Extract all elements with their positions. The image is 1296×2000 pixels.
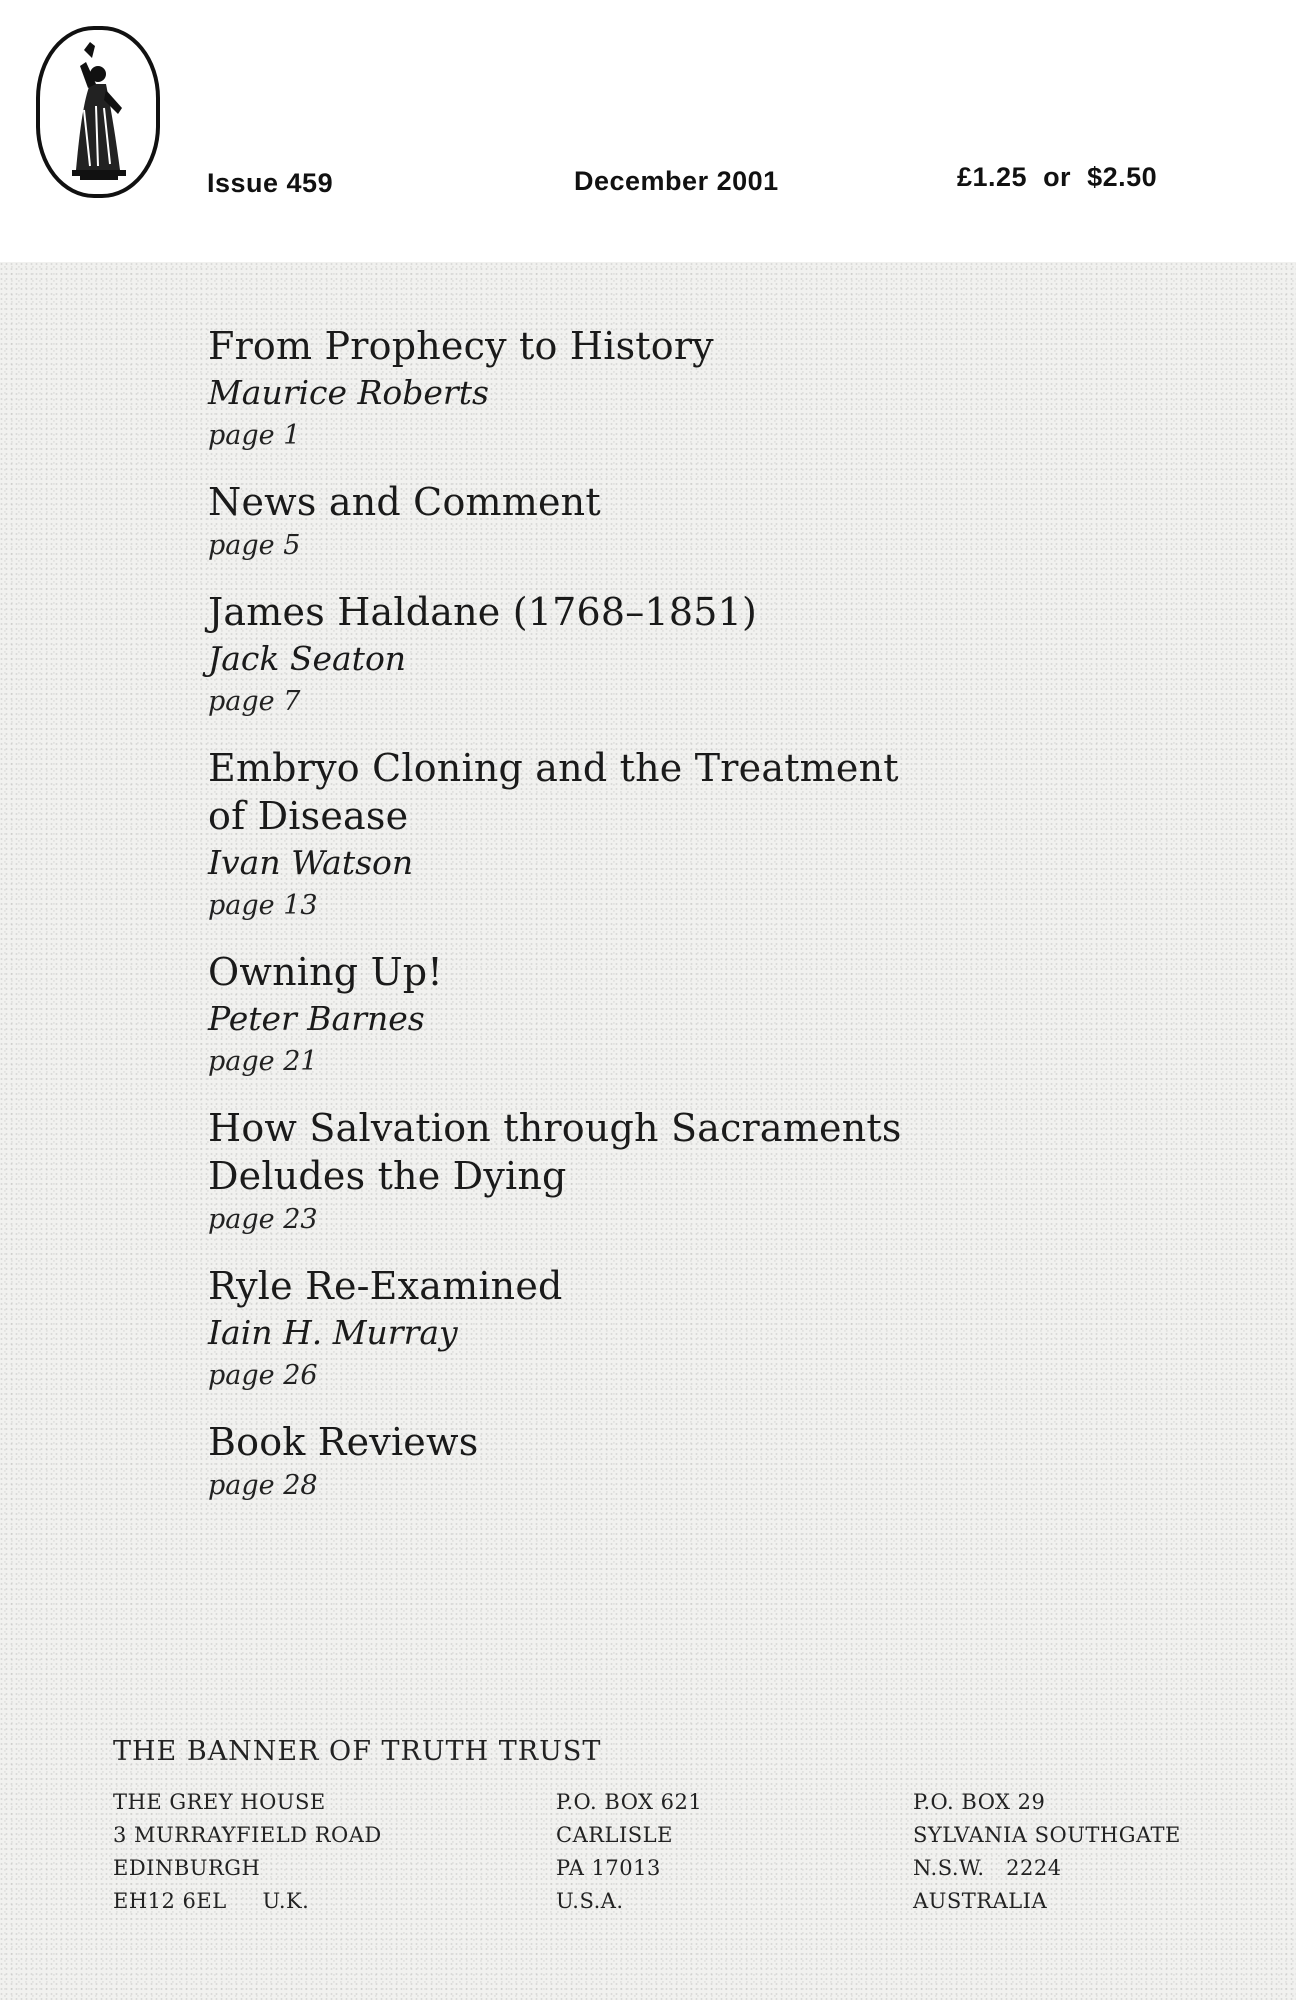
address-line: N.S.W. 2224: [913, 1856, 1062, 1880]
article-page: page 5: [208, 530, 301, 561]
address-line: U.S.A.: [556, 1889, 624, 1913]
article-title: Embryo Cloning and the Treatment of Disease: [208, 746, 899, 838]
toc-entry: [208, 478, 988, 566]
address-line: AUSTRALIA: [913, 1889, 1048, 1913]
article-title: Owning Up!: [208, 950, 443, 994]
preacher-figure-logo-icon: [36, 26, 160, 198]
table-of-contents: [208, 322, 988, 1528]
address-line: EDINBURGH: [113, 1856, 261, 1880]
address-uk: [113, 1786, 382, 1918]
article-page: page 28: [208, 1470, 318, 1501]
issue-date: December 2001: [574, 166, 779, 196]
issue-price: £1.25 or $2.50: [957, 162, 1158, 192]
address-line: CARLISLE: [556, 1823, 673, 1847]
article-page: page 7: [208, 686, 301, 717]
article-page: page 23: [208, 1204, 318, 1235]
toc-entry: [208, 744, 988, 926]
article-title: Ryle Re-Examined: [208, 1264, 563, 1308]
address-line: P.O. BOX 621: [556, 1790, 703, 1814]
toc-entry: [208, 1262, 988, 1396]
toc-entry: [208, 322, 988, 456]
article-author: Jack Seaton: [208, 639, 407, 678]
article-author: Iain H. Murray: [208, 1313, 458, 1352]
address-usa: [556, 1786, 702, 1918]
toc-entry: [208, 1104, 988, 1240]
address-australia: [913, 1786, 1181, 1918]
issue-number: Issue 459: [207, 168, 334, 198]
address-line: PA 17013: [556, 1856, 661, 1880]
article-page: page 26: [208, 1360, 318, 1391]
article-title: James Haldane (1768–1851): [208, 590, 758, 634]
article-page: page 21: [208, 1046, 318, 1077]
toc-entry: [208, 588, 988, 722]
article-author: Peter Barnes: [208, 999, 425, 1038]
article-page: page 1: [208, 420, 301, 451]
publisher-name: THE BANNER OF TRUTH TRUST: [113, 1736, 602, 1767]
article-title: Book Reviews: [208, 1420, 479, 1464]
address-line: EH12 6EL U.K.: [113, 1889, 310, 1913]
address-line: 3 MURRAYFIELD ROAD: [113, 1823, 382, 1847]
toc-entry: [208, 1418, 988, 1506]
address-line: THE GREY HOUSE: [113, 1790, 326, 1814]
article-author: Ivan Watson: [208, 843, 414, 882]
masthead: [0, 0, 1296, 262]
article-author: Maurice Roberts: [208, 373, 489, 412]
address-line: P.O. BOX 29: [913, 1790, 1046, 1814]
toc-entry: [208, 948, 988, 1082]
article-title: How Salvation through Sacraments Deludes the Dying: [208, 1106, 902, 1198]
article-page: page 13: [208, 890, 318, 921]
address-line: SYLVANIA SOUTHGATE: [913, 1823, 1181, 1847]
article-title: News and Comment: [208, 480, 601, 524]
article-title: From Prophecy to History: [208, 324, 714, 368]
